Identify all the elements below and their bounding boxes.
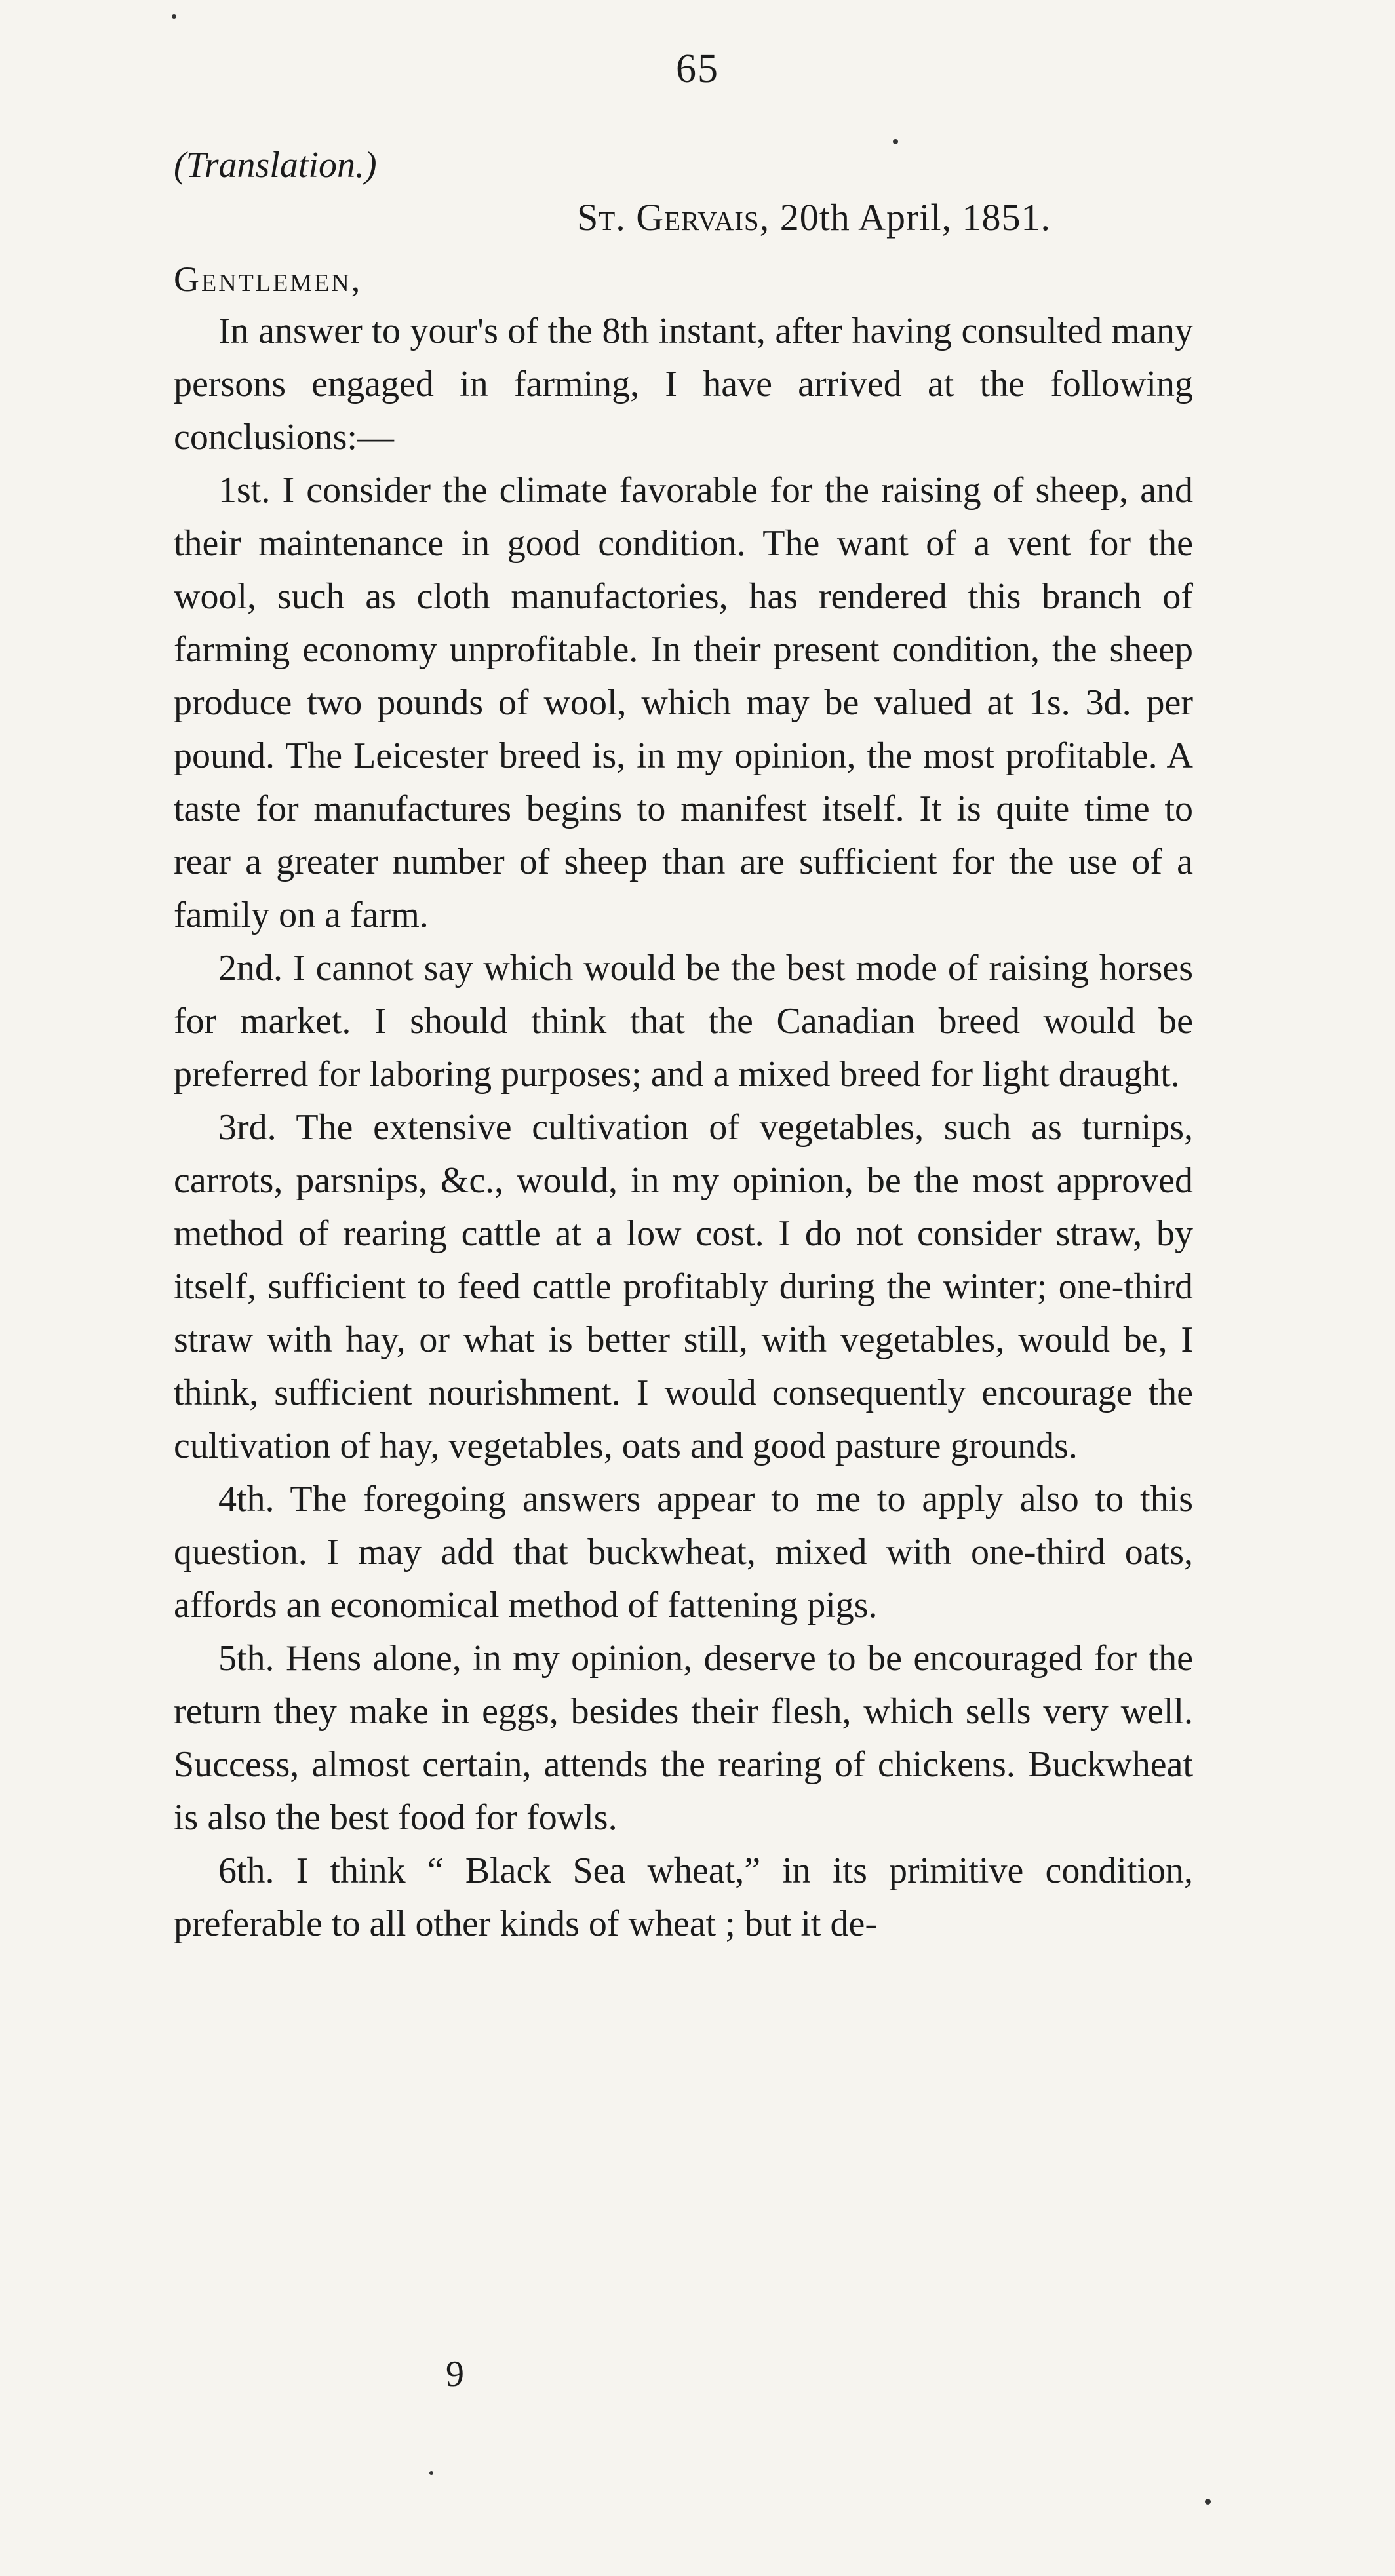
paper-speck	[1205, 2499, 1211, 2505]
salutation: Gentlemen,	[174, 260, 363, 299]
dateline	[577, 195, 1051, 239]
letter-body	[174, 305, 1193, 1951]
paragraph-wheat: 6th. I think “ Black Sea wheat,” in its primitive condition, preferable to all other kinds of wheat ; but it de-	[174, 1850, 1193, 1944]
translation-note: (Translation.)	[174, 145, 377, 185]
signature-mark: 9	[446, 2354, 464, 2394]
paragraph-horses: 2nd. I cannot say which would be the best mode of raising horses for market. I should think that the Canadian breed would be preferred for laboring purposes; and a mixed breed for light draught.	[174, 948, 1193, 1095]
paper-speck	[893, 139, 898, 144]
paragraph-intro: In answer to your's of the 8th instant, after having consulted many persons engaged in farming, I have arrived at the following conclusions:—	[174, 311, 1193, 458]
page-number: 65	[676, 47, 719, 91]
paper-speck	[429, 2471, 433, 2475]
paragraph-pigs: 4th. The foregoing answers appear to me to apply also to this question. I may add that buckwheat, mixed with one-third oats, affords an economical method of fattening pigs.	[174, 1479, 1193, 1626]
paragraph-sheep: 1st. I consider the climate favorable for the raising of sheep, and their maintenance in good condition. The want of a vent for the wool, such as cloth manufactories, has rendered this branch of farming economy unprofitable. In their present condition, the sheep produce two pounds of wool, which may be valued at 1s. 3d. per pound. The Leicester breed is, in my opinion, the most profitable. A taste for manufactures begins to manifest itself. It is quite time to rear a greater number of sheep than are sufficient for the use of a family on a farm.	[174, 470, 1193, 935]
dateline-date: 20th April, 1851.	[779, 196, 1051, 239]
dateline-place: St. Gervais,	[577, 196, 770, 239]
paper-speck	[172, 14, 176, 19]
paragraph-cattle: 3rd. The extensive cultivation of vegetables, such as turnips, carrots, parsnips, &c., would, in my opinion, be the most approved method of rearing cattle at a low cost. I do not consider straw, by itself, sufficient to feed cattle profitably during the winter; one-third straw with hay, or what is better still, with vegetables, would be, I think, sufficient nourishment. I would consequently encourage the cultivation of hay, vegetables, oats and good pasture grounds.	[174, 1107, 1193, 1466]
paragraph-poultry: 5th. Hens alone, in my opinion, deserve to be encouraged for the return they make in eggs, besides their flesh, which sells very well. Success, almost certain, attends the rearing of chickens. Buckwheat is also the best food for fowls.	[174, 1638, 1193, 1838]
